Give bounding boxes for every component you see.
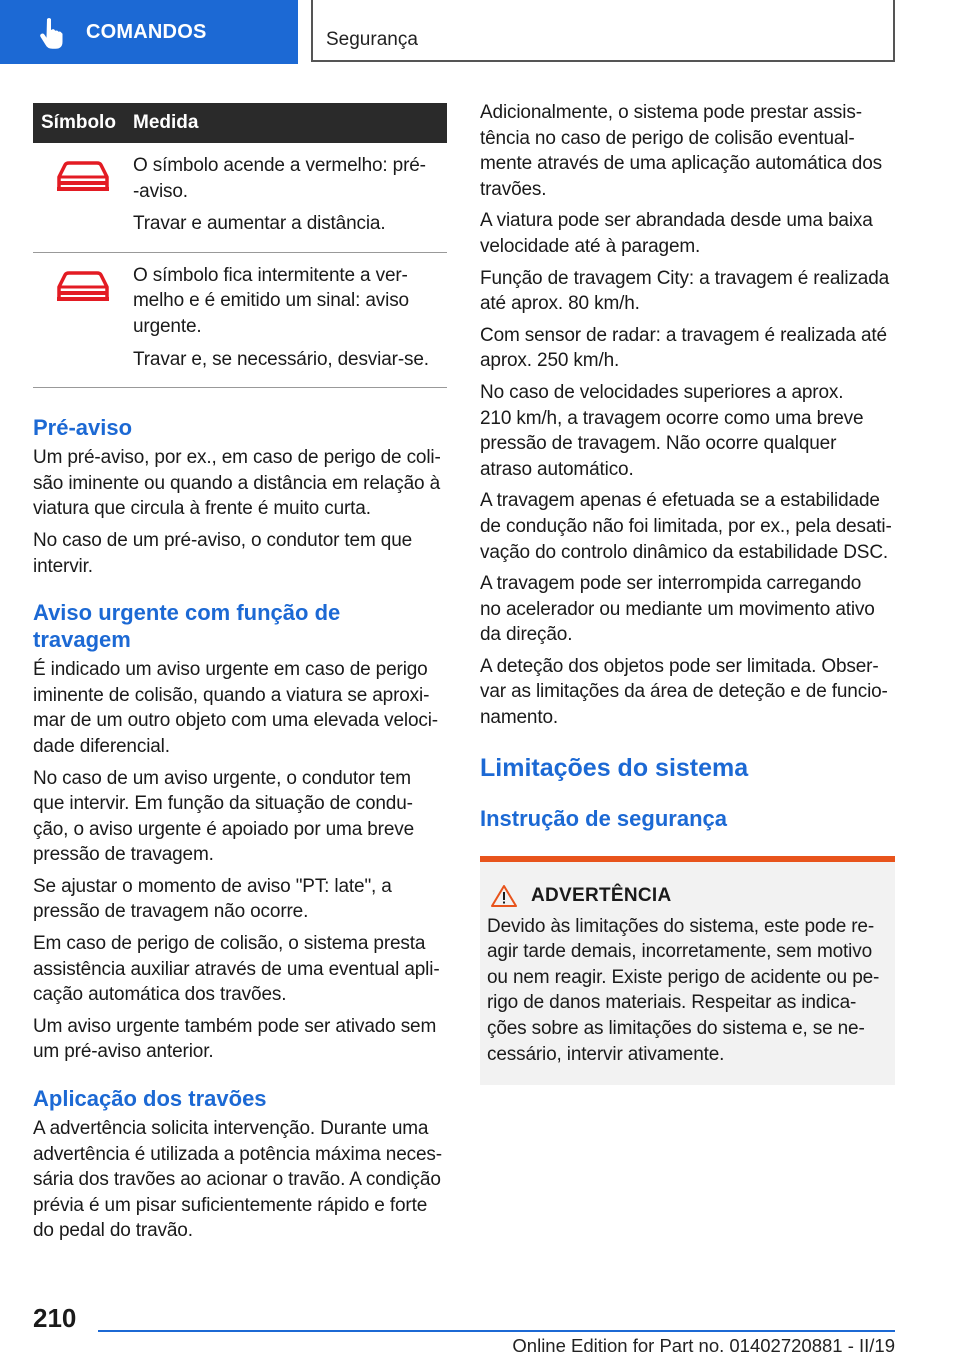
footer-divider — [98, 1330, 895, 1332]
table-cell-text: Travar e, se necessário, desviar-se. — [133, 348, 429, 370]
paragraph: Em caso de perigo de colisão, o sistema presta assistência auxiliar através de uma eventual apli- cação automática dos travões. — [33, 933, 440, 1006]
paragraph: Se ajustar o momento de aviso "PT: late", a pressão de travagem não ocorre. — [33, 875, 392, 923]
car-warning-icon — [53, 269, 113, 303]
paragraph: A deteção dos objetos pode ser limitada. Obser- var as limitações da área de deteção e de funcio- namento. — [480, 655, 888, 729]
heading-instrucao-seguranca: Instrução de segurança — [480, 805, 727, 831]
warning-title: ADVERTÊNCIA — [531, 884, 672, 906]
table-row — [33, 252, 447, 387]
heading-preaviso: Pré-aviso — [33, 415, 133, 441]
table-cell-text: O símbolo fica intermitente a ver- melho e é emitido um sinal: aviso urgente. — [133, 264, 409, 337]
table-header-action: Medida — [133, 103, 447, 143]
paragraph: No caso de um pré-aviso, o condutor tem que intervir. — [33, 529, 413, 577]
paragraph: Função de travagem City: a travagem é realizada até aprox. 80 km/h. — [480, 267, 890, 315]
page-number: 210 — [33, 1303, 77, 1333]
pointing-hand-icon — [38, 16, 68, 50]
heading-limitacoes: Limitações do sistema — [480, 753, 749, 782]
paragraph: Um aviso urgente também pode ser ativado sem um pré-aviso anterior. — [33, 1015, 437, 1063]
paragraph: A viatura pode ser abrandada desde uma baixa velocidade até à paragem. — [480, 210, 873, 257]
footer-edition: Online Edition for Part no. 01402720881 - II/19 — [512, 1335, 895, 1356]
section-title: Segurança — [326, 29, 418, 50]
symbol-table — [33, 103, 447, 388]
table-cell-text: Travar e aumentar a distância. — [133, 213, 386, 235]
heading-aplicacao-travoes: Aplicação dos travões — [33, 1086, 267, 1112]
paragraph: No caso de velocidades superiores a aprox. 210 km/h, a travagem ocorre como uma breve pressão de travagem. Não ocorre qualquer atraso automático. — [480, 381, 864, 480]
paragraph: Com sensor de radar: a travagem é realizada até aprox. 250 km/h. — [480, 324, 887, 372]
warning-text: Devido às limitações do sistema, este pode re- agir tarde demais, incorretamente, sem motivo ou nem reagir. Existe perigo de acidente ou pe- rigo de danos materiais. Respeitar as indica- ções sobre as limitações do sistema e, se ne- cessário, intervir ativamente. — [487, 915, 880, 1065]
paragraph: A advertência solicita intervenção. Durante uma advertência é utilizada a potência máxima neces- sária dos travões ao acionar o travão. A condição prévia é um pisar suficientemente rápido e forte do pedal do travão. — [33, 1118, 442, 1242]
paragraph: Um pré-aviso, por ex., em caso de perigo de coli- são iminente ou quando a distância em relação à viatura que circula à frente é muito curta. — [33, 447, 441, 520]
table-row — [33, 143, 447, 252]
warning-box — [480, 856, 895, 1086]
right-column — [480, 100, 895, 1085]
left-column — [33, 103, 447, 1250]
paragraph: Adicionalmente, o sistema pode prestar assis- tência no caso de perigo de colisão eventual- mente através de uma aplicação automática dos travões. — [480, 102, 882, 200]
paragraph: A travagem pode ser interrompida carregando no acelerador ou mediante um movimento ativo da direção. — [480, 573, 875, 646]
section-tab-seguranca[interactable] — [311, 0, 895, 62]
table-cell-text: O símbolo acende a vermelho: pré- -aviso. — [133, 155, 426, 202]
tab-comandos-label: COMANDOS — [86, 21, 207, 43]
paragraph: É indicado um aviso urgente em caso de perigo iminente de colisão, quando a viatura se aproxi- mar de um outro objeto com uma elevada veloci- dade diferencial. — [33, 659, 438, 757]
car-warning-icon — [53, 159, 113, 193]
heading-aviso-urgente: Aviso urgente com função de travagem — [33, 600, 341, 653]
warning-title-row — [487, 884, 888, 908]
tab-comandos[interactable] — [0, 0, 298, 64]
paragraph: A travagem apenas é efetuada se a estabilidade de condução não foi limitada, por ex., pela desati- vação do controlo dinâmico da estabilidade DSC. — [480, 490, 892, 563]
paragraph: No caso de um aviso urgente, o condutor tem que intervir. Em função da situação de condu- ção, o aviso urgente é apoiado por uma breve pressão de travagem. — [33, 767, 415, 866]
warning-triangle-icon — [491, 884, 517, 908]
table-header-symbol: Símbolo — [33, 103, 133, 143]
